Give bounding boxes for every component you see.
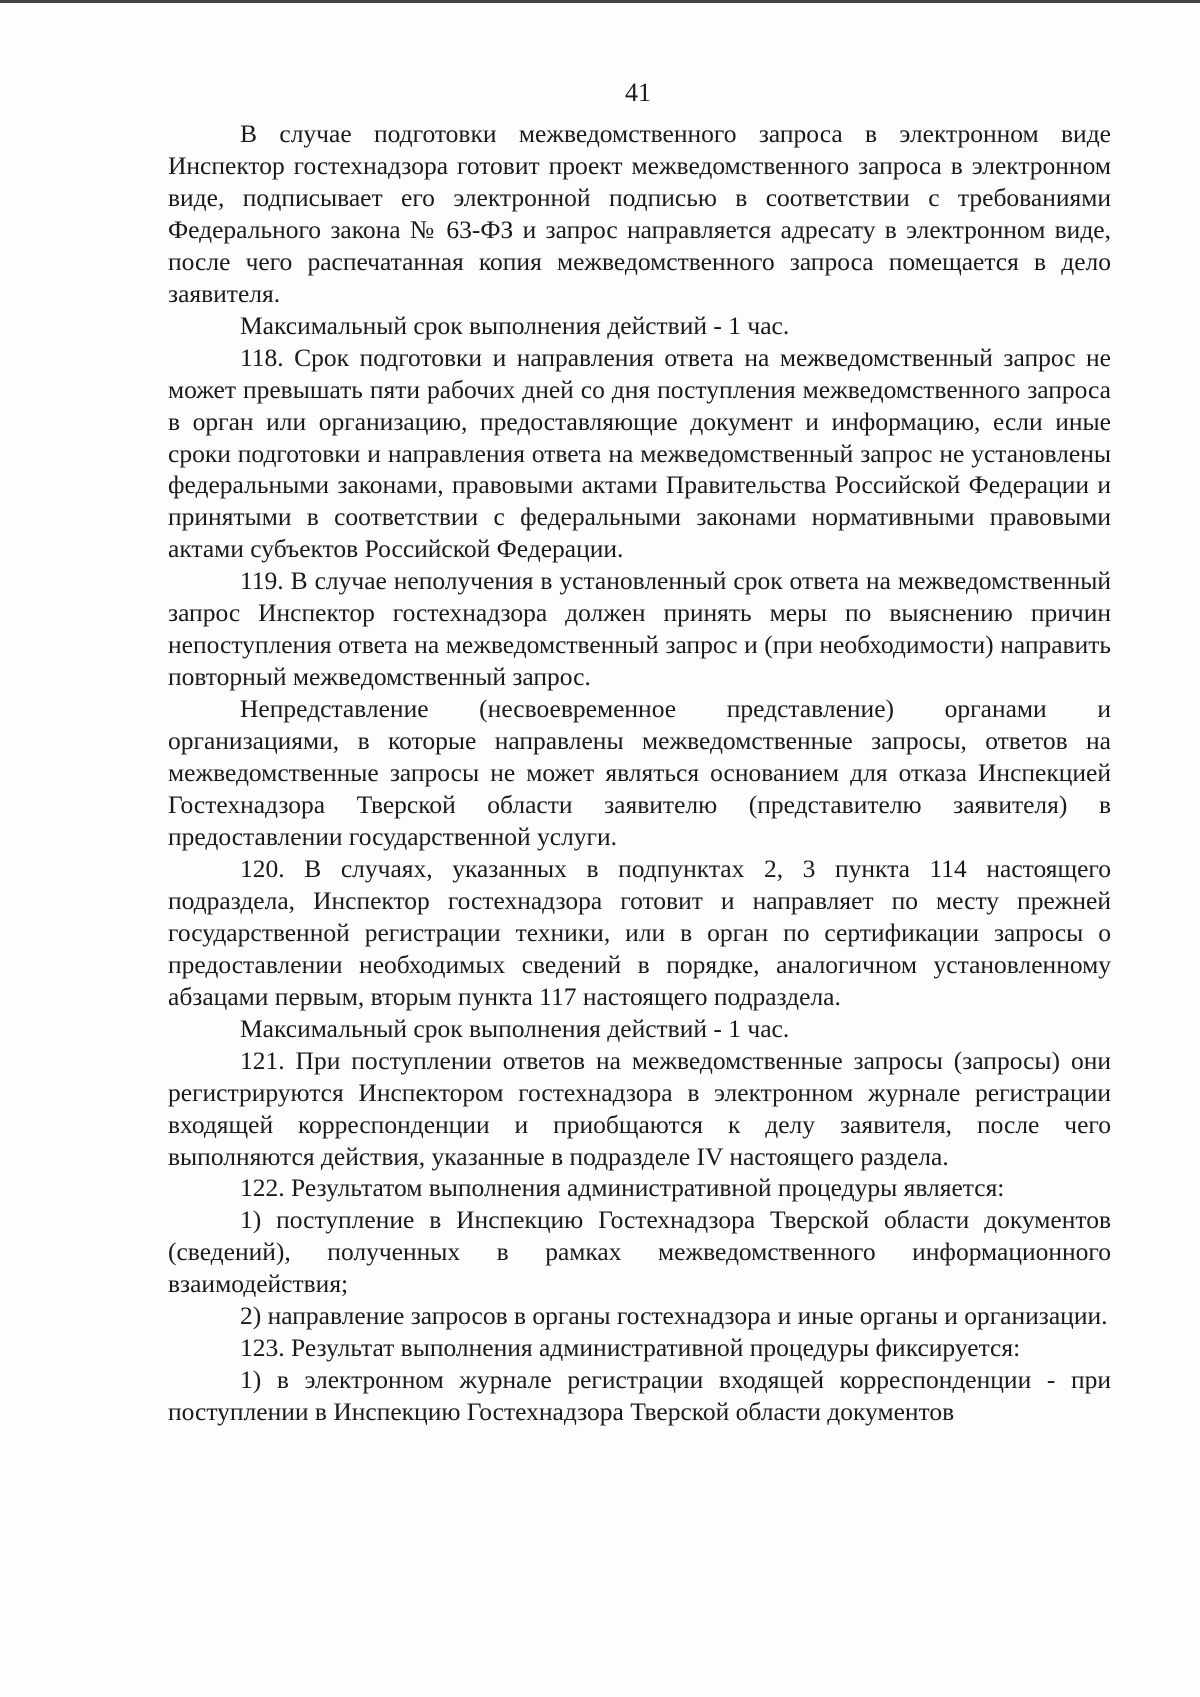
paragraph-122-item-1: 1) поступление в Инспекцию Гостехнадзора Тверской области документов (сведений), полученных в рамках межведомственного информационного взаимодействия; [168,1205,1111,1299]
document-body [168,118,1111,1428]
paragraph-max-term-2: Максимальный срок выполнения действий - 1 час. [240,1013,790,1043]
paragraph-max-term: Максимальный срок выполнения действий - 1 час. [240,310,790,340]
paragraph-121: 121. При поступлении ответов на межведомственные запросы (запросы) они регистрируются Инспектором гостехнадзора в электронном журнале регистрации входящей корреспонденции и приобщаются к делу заявителя, после чего выполняются действия, указанные в подразделе IV настоящего раздела. [168,1045,1111,1171]
paragraph-122-item-2: 2) направление запросов в органы гостехнадзора и иные органы и организации. [240,1301,1108,1331]
paragraph-118: 118. Срок подготовки и направления ответа на межведомственный запрос не может превышать пяти рабочих дней со дня поступления межведомственного запроса в орган или организацию, предоставляющие документ и информацию, если иные сроки подготовки и направления ответа на межведомственный запрос не установлены федеральными законами, правовыми актами Правительства Российской Федерации и принятыми в соответствии с федеральными законами нормативными правовыми актами субъектов Российской Федерации. [168,342,1111,564]
paragraph-122: 122. Результатом выполнения административной процедуры является: [240,1173,1005,1203]
paragraph-120: 120. В случаях, указанных в подпунктах 2, 3 пункта 114 настоящего подраздела, Инспектор гостехнадзора готовит и направляет по месту прежней государственной регистрации техники, или в орган по сертификации запросы о предоставлении необходимых сведений в порядке, аналогичном установленному абзацами первым, вторым пункта 117 настоящего подраздела. [168,853,1111,1011]
paragraph-non-submission: Непредставление (несвоевременное представление) органами и организациями, в которые направлены межведомственные запросы, ответов на межведомственные запросы не может являться основанием для отказа Инспекцией Гостехнадзора Тверской области заявителю (представителю заявителя) в предоставлении государственной услуги. [168,694,1111,851]
scan-edge [0,0,1200,3]
paragraph-119: 119. В случае неполучения в установленный срок ответа на межведомственный запрос Инспектор гостехнадзора должен принять меры по выяснению причин непоступления ответа на межведомственный запрос и (при необходимости) направить повторный межведомственный запрос. [168,566,1111,692]
paragraph-123-item-1: 1) в электронном журнале регистрации входящей корреспонденции - при поступлении в Инспекцию Гостехнадзора Тверской области документов [168,1365,1111,1427]
paragraph-123: 123. Результат выполнения административной процедуры фиксируется: [240,1333,1021,1363]
paragraph-intro: В случае подготовки межведомственного запроса в электронном виде Инспектор гостехнадзора готовит проект межведомственного запроса в электронном виде, подписывает его электронной подписью в соответствии с требованиями Федерального закона № 63-ФЗ и запрос направляется адресату в электронном виде, после чего распечатанная копия межведомственного запроса помещается в дело заявителя. [168,119,1111,308]
page-number: 41 [625,78,651,107]
